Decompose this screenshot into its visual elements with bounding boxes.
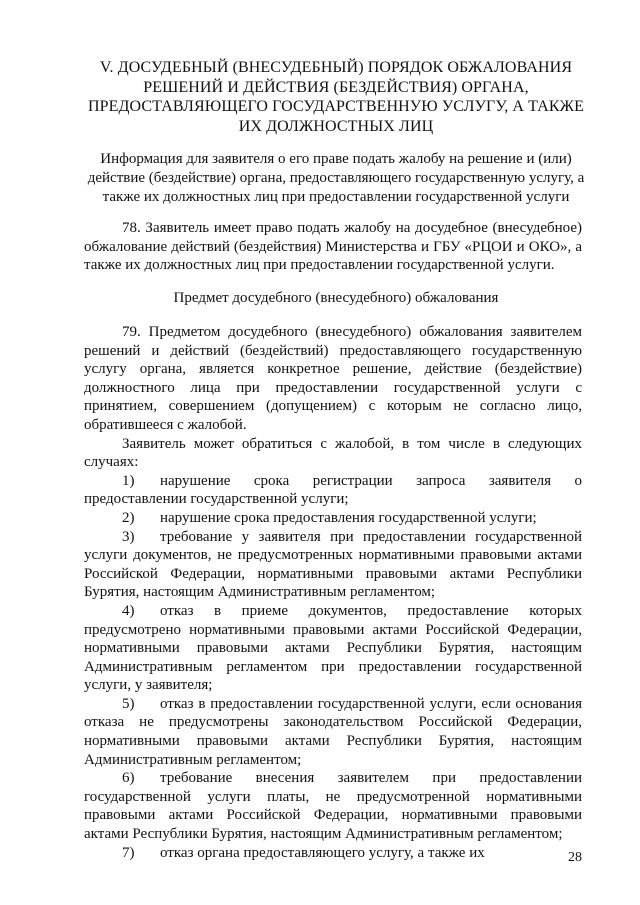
list-item-number: 5): [122, 695, 135, 712]
list-item: [84, 695, 582, 769]
list-item-text: нарушение срока регистрации запроса заявителя о предоставлении государственной услуги;: [84, 472, 582, 508]
subject-heading: Предмет досудебного (внесудебного) обжалования: [173, 290, 499, 306]
list-item-text: отказ органа предоставляющего услугу, а также их: [160, 844, 485, 861]
paragraph-79: 79. Предметом досудебного (внесудебного) обжалования заявителем решений и действий (бездействий) предоставляющего государственную услугу органа, является конкретное решение, действие (бездействие) должностного лица при предоставлении государственной услуги с принятием, совершением (допущением) с которым не согласно лицо, обратившееся с жалобой.: [84, 324, 582, 433]
list-item-text: требование внесения заявителем при предоставлении государственной услуги платы, не предусмотренной нормативными правовыми актами Российской Федерации, нормативными правовыми актами Республики Бурятия, настоящим Административным регламентом;: [84, 770, 582, 843]
page-number: 28: [568, 850, 582, 865]
info-heading: Информация для заявителя о его праве подать жалобу на решение и (или) действие (бездействие) органа, предоставляющего государственную услугу, а также их должностных лиц при предоставлении государственной услуги: [87, 151, 585, 205]
list-item-number: 2): [122, 509, 135, 526]
list-item: [84, 472, 582, 509]
paragraph-78-block: [84, 219, 582, 275]
paragraph-78: 78. Заявитель имеет право подать жалобу на досудебное (внесудебное) обжалование действий (бездействия) Министерства и ГБУ «РЦОИ и ОКО», а также их должностных лиц при предоставлении государственной услуги.: [84, 220, 582, 274]
list-item-number: 6): [122, 770, 135, 787]
list-item-text: отказ в приеме документов, предоставление которых предусмотрено нормативными правовыми актами Российской Федерации, нормативными правовыми актами Республики Бурятия, настоящим Административным регламентом при предоставлении государственной услуги, у заявителя;: [84, 602, 582, 694]
section-heading: V. ДОСУДЕБНЫЙ (ВНЕСУДЕБНЫЙ) ПОРЯДОК ОБЖАЛОВАНИЯ РЕШЕНИЙ И ДЕЙСТВИЯ (БЕЗДЕЙСТВИЯ) ОРГАНА, ПРЕДОСТАВЛЯЮЩЕГО ГОСУДАРСТВЕННУЮ УСЛУГУ, А ТАКЖЕ ИХ ДОЛЖНОСТНЫХ ЛИЦ: [88, 59, 584, 135]
list-item: [84, 769, 582, 843]
list-item: [84, 509, 582, 528]
list-item: [84, 528, 582, 602]
list-item-text: отказ в предоставлении государственной услуги, если основания отказа не предусмотрены законодательством Российской Федерации, нормативными правовыми актами Республики Бурятия, настоящим Административным регламентом;: [84, 695, 582, 768]
paragraph-79-block: [84, 323, 582, 862]
cases-intro: Заявитель может обратиться с жалобой, в том числе в следующих случаях:: [84, 435, 582, 471]
list-item: [84, 844, 582, 863]
list-item-number: 4): [122, 602, 135, 619]
list-item-number: 3): [122, 528, 135, 545]
list-item-number: 1): [122, 472, 135, 489]
list-item-number: 7): [122, 844, 135, 861]
list-item-text: требование у заявителя при предоставлении государственной услуги документов, не предусмотренных нормативными правовыми актами Российской Федерации, нормативными правовыми актами Республики Бурятия, настоящим Административным регламентом;: [84, 528, 582, 601]
list-item-text: нарушение срока предоставления государственной услуги;: [160, 509, 537, 526]
list-item: [84, 602, 582, 695]
